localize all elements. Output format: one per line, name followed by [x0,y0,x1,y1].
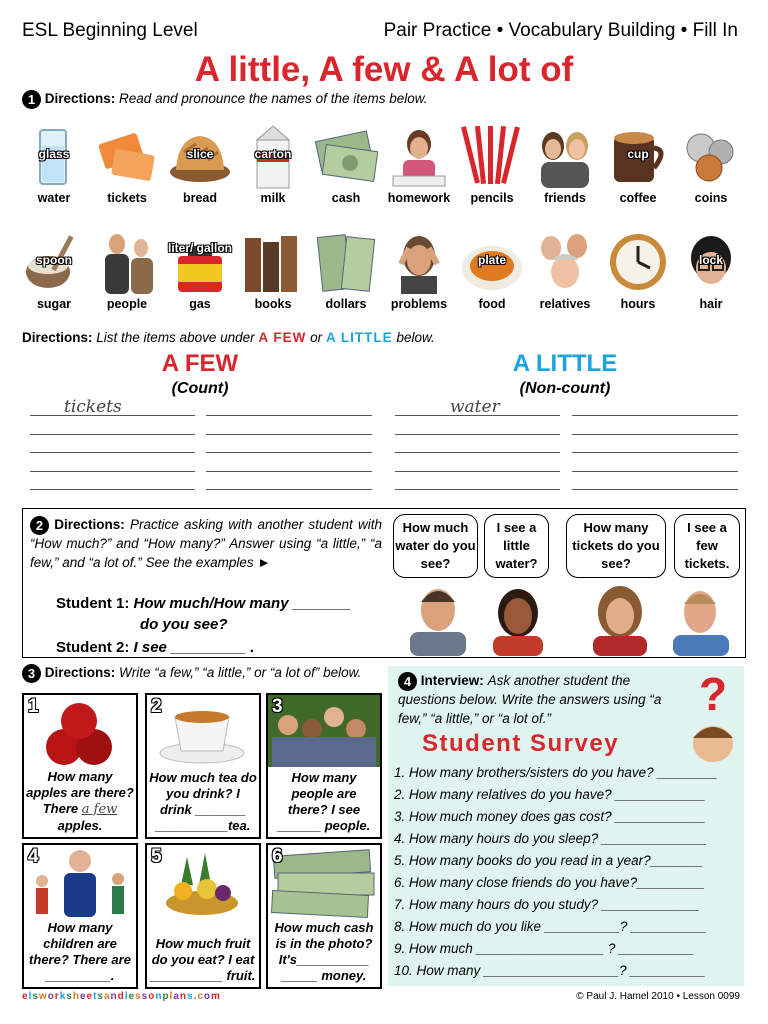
fill-in-card-6 [266,843,382,989]
tea-cup-icon [147,695,259,771]
answer-line[interactable] [206,415,372,416]
a-few-heading: A FEW [161,350,239,377]
relatives-icon [533,228,597,296]
card-question: How many people are there? I see ______ people. [277,770,371,833]
container-label: spoon [36,253,72,267]
container-label: slice [186,147,214,161]
vocab-item-food [456,228,528,311]
clock-icon [606,228,670,296]
card-number: 5 [151,846,162,867]
vocab-item-problems [383,228,455,311]
vocab-item-coins [675,122,747,205]
problems-icon [387,228,451,296]
section-number: 4 [398,672,417,691]
answer-line[interactable] [206,489,372,490]
vocab-item-pencils [456,122,528,205]
answer-line[interactable] [572,434,738,435]
card-question: How much fruit do you eat? I eat __________ fruit. [150,936,256,983]
vocab-label: hours [620,297,656,311]
vocab-label: milk [260,191,286,205]
worksheet-title: A little, A few & A lot of [194,50,574,89]
survey-question: 1. How many brothers/sisters do you have? ________ [394,765,718,780]
answer-line[interactable] [395,452,560,453]
container-label: plate [477,253,507,267]
children-icon [24,845,136,921]
vocab-item-bread [164,122,236,205]
vocab-label: food [478,297,506,311]
answer-line[interactable] [572,489,738,490]
dollars-icon [314,228,378,296]
vocab-item-hours [602,228,674,311]
container-label: lock [698,253,724,267]
speech-bubble-a-little: I see a little water? [484,514,549,578]
survey-question: 5. How many books do you read in a year?_______ [394,853,704,868]
answer-line[interactable] [395,415,560,416]
survey-title: Student Survey [422,730,620,757]
section-number: 1 [22,90,41,109]
level-label: ESL Beginning Level [22,20,198,41]
vocab-label: water [37,191,71,205]
card-number: 4 [28,846,39,867]
tickets-icon [95,122,159,190]
books-icon [241,228,305,296]
vocab-label: coffee [619,191,657,205]
section3-directions: 3 Directions: Write “a few,” “a little,” or “a lot of” below. [22,664,361,683]
section-number: 3 [22,664,41,683]
people-icon [95,228,159,296]
a-little-subheading: (Non-count) [519,380,611,397]
answer-line[interactable] [395,434,560,435]
a-few-subheading: (Count) [171,380,229,397]
apples-icon [24,695,136,771]
answer-line[interactable] [206,471,372,472]
answer-line[interactable] [206,452,372,453]
vocab-label: homework [387,191,451,205]
answer-line[interactable] [30,471,195,472]
group-people-icon [268,695,380,771]
container-label: glass [38,147,70,161]
vocab-label: tickets [107,191,147,205]
website-footer: elsworksheetsandlessonplans.com [22,991,221,1002]
vocab-label: dollars [325,297,367,311]
container-label: cup [627,147,649,161]
fill-in-card-3 [266,693,382,839]
friends-icon [533,122,597,190]
vocab-item-milk [237,122,309,205]
student-dialogue: Student 1: How much/How many _______ do you see? Student 2: I see _________ . [56,595,352,656]
section4-directions: 4 Interview: Ask another student the questions below. Write the answers using “a few,” “a little,” or “a lot of.” [398,673,662,726]
fill-in-card-4 [22,843,138,989]
container-label: carton [254,147,292,161]
fill-in-card-2 [145,693,261,839]
vocab-label: problems [390,297,448,311]
vocab-label: relatives [539,297,591,311]
vocab-item-people [91,228,163,311]
vocab-label: friends [544,191,586,205]
section2-directions: 2 Directions: Practice asking with another student with “How much?” and “How many?” Answer using “a little,” “a few,” and “a lot of.” See the examples ► [30,517,382,570]
card-number: 1 [28,696,39,717]
man-face-icon [410,589,466,656]
vocab-item-books [237,228,309,311]
cash-photo-icon [268,845,380,921]
answer-line[interactable] [395,489,560,490]
card-number: 3 [272,696,283,717]
answer-line[interactable] [395,471,560,472]
pencils-icon [460,122,524,190]
vocab-item-relatives [529,228,601,311]
few-example-answer: tickets [64,397,122,417]
card-question: How much tea do you drink? I drink _______ __________tea. [149,770,257,833]
speech-bubble-how-much: How much water do you see? [393,514,478,578]
gas-can-icon [168,228,232,296]
vocab-label: cash [331,191,361,205]
vocab-label: sugar [36,297,72,311]
container-label: liter/ gallon [167,241,233,255]
question-mark-person-icon [684,666,742,764]
card-question: How many apples are there? There a few apples. [26,769,134,833]
vocab-item-dollars [310,228,382,311]
card-answer[interactable]: a few [81,802,118,817]
survey-question: 7. How many hours do you study? _____________ [394,897,700,912]
survey-question: 3. How much money does gas cost? ____________ [394,809,706,824]
activity-label: Pair Practice • Vocabulary Building • Fill In [383,20,738,41]
answer-line[interactable] [572,415,738,416]
vocab-item-cash [310,122,382,205]
answer-line[interactable] [30,434,195,435]
list-directions: Directions: List the items above under A FEW or A LITTLE below. [22,330,435,345]
fruit-icon [147,845,259,921]
vocab-item-friends [529,122,601,205]
vocab-label: bread [182,191,218,205]
vocab-label: gas [189,297,211,311]
vocab-item-sugar [18,228,90,311]
vocab-item-coffee [602,122,674,205]
vocab-item-gas [164,228,236,311]
survey-question: 4. How many hours do you sleep? ______________ [394,831,707,846]
section-number: 2 [30,516,49,535]
vocab-item-homework [383,122,455,205]
survey-question: 8. How much do you like __________? __________ [394,919,707,934]
answer-line[interactable] [572,452,738,453]
vocab-label: people [106,297,148,311]
section1-directions: 1 Directions: Read and pronounce the names of the items below. [22,90,428,109]
a-little-heading: A LITTLE [512,350,618,377]
vocab-label: books [254,297,292,311]
answer-line[interactable] [30,415,195,416]
survey-question: 10. How many __________________? __________ [394,963,706,978]
svg-text:?: ? [698,668,728,720]
fill-in-card-1 [22,693,138,839]
four-faces-illustration [395,580,745,656]
card-number: 6 [272,846,283,867]
vocab-item-tickets [91,122,163,205]
fill-in-card-5 [145,843,261,989]
survey-question: 2. How many relatives do you have? ____________ [394,787,706,802]
answer-line[interactable] [30,489,195,490]
woman-face-icon [493,589,543,656]
vocab-label: hair [699,297,723,311]
answer-line[interactable] [30,452,195,453]
answer-line[interactable] [206,434,372,435]
little-example-answer: water [450,397,500,417]
vocab-item-hair [675,228,747,311]
answer-line[interactable] [572,471,738,472]
copyright-footer: © Paul J. Hamel 2010 • Lesson 0099 [576,991,740,1002]
woman-2-face-icon [593,586,647,656]
card-question: How much cash is in the photo? It's__________ _____ money. [274,920,374,983]
speech-bubble-how-many: How many tickets do you see? [566,514,666,578]
vocab-label: pencils [470,191,514,205]
coins-icon [679,122,743,190]
vocab-item-water [18,122,90,205]
speech-bubble-a-few: I see a few tickets. [674,514,740,578]
survey-question: 9. How much _________________ ? __________ [394,941,695,956]
homework-icon [387,122,451,190]
vocab-label: coins [694,191,728,205]
man-2-face-icon [673,591,729,656]
cash-icon [314,122,378,190]
card-question: How many children are there? There are _________. [29,920,131,983]
survey-question: 6. How many close friends do you have?_________ [394,875,705,890]
card-number: 2 [151,696,162,717]
